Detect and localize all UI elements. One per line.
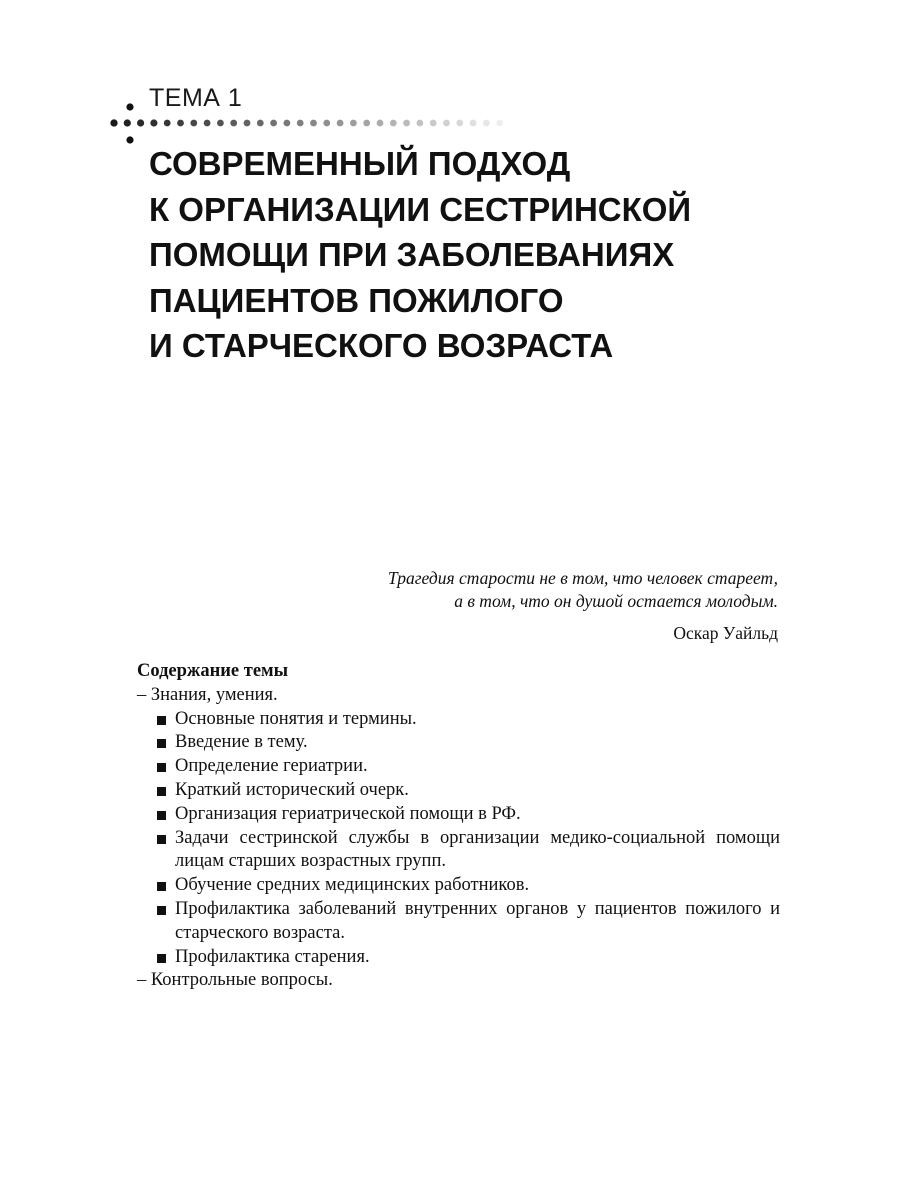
list-item-text: Профилактика заболеваний внутренних органов у пациентов пожилого и старческого возраста.	[175, 898, 780, 943]
list-item-text: Профилактика старения.	[175, 946, 370, 967]
dots-ornament	[0, 0, 900, 150]
chapter-title	[149, 141, 849, 369]
dot	[310, 120, 317, 127]
list-item	[175, 708, 780, 732]
list-item	[175, 755, 780, 779]
dot	[390, 120, 397, 127]
title-line: ПОМОЩИ ПРИ ЗАБОЛЕВАНИЯХ	[149, 236, 675, 273]
contents-heading: Содержание темы	[137, 661, 289, 681]
title-line: СОВРЕМЕННЫЙ ПОДХОД	[149, 145, 571, 182]
list-item	[175, 803, 780, 827]
topic-contents	[137, 660, 780, 993]
dot	[110, 119, 117, 126]
epigraph-author: Оскар Уайльд	[673, 623, 778, 643]
dot	[430, 120, 437, 127]
list-item-text: Основные понятия и термины.	[175, 708, 417, 729]
list-item-text: Обучение средних медицинских работников.	[175, 875, 530, 896]
dot	[363, 120, 370, 127]
list-item	[175, 874, 780, 898]
contents-section-questions: – Контрольные вопросы.	[137, 970, 333, 991]
list-item	[175, 731, 780, 755]
dot	[217, 120, 224, 127]
dot	[124, 119, 131, 126]
list-item-text: Краткий исторический очерк.	[175, 779, 409, 800]
square-bullet-icon	[157, 906, 166, 915]
dot	[483, 120, 490, 127]
list-item-text: Введение в тему.	[175, 732, 308, 753]
square-bullet-icon	[157, 811, 166, 820]
dot	[230, 120, 237, 127]
dot	[244, 120, 251, 127]
square-bullet-icon	[157, 954, 166, 963]
dot	[443, 120, 450, 127]
dot	[417, 120, 424, 127]
dot	[190, 120, 197, 127]
dot	[337, 120, 344, 127]
contents-list	[137, 708, 780, 970]
dot	[456, 120, 463, 127]
dot	[164, 120, 171, 127]
dot	[350, 120, 357, 127]
title-line: ПАЦИЕНТОВ ПОЖИЛОГО	[149, 281, 564, 319]
dot	[284, 120, 291, 127]
dots-row	[110, 119, 503, 126]
epigraph	[388, 567, 778, 645]
topic-label: ТЕМА 1	[149, 84, 243, 112]
list-item	[175, 779, 780, 803]
square-bullet-icon	[157, 739, 166, 748]
dot	[137, 119, 144, 126]
dot	[496, 120, 503, 127]
dot	[377, 120, 384, 127]
square-bullet-icon	[157, 882, 166, 891]
list-item-text: Определение гериатрии.	[175, 756, 368, 777]
list-item	[175, 898, 780, 946]
list-item	[175, 946, 780, 970]
quote-line: Трагедия старости не в том, что человек стареет,	[387, 568, 778, 588]
dot	[323, 120, 330, 127]
square-bullet-icon	[157, 835, 166, 844]
square-bullet-icon	[157, 787, 166, 796]
square-bullet-icon	[157, 716, 166, 725]
square-bullet-icon	[157, 763, 166, 772]
dot	[403, 120, 410, 127]
quote-line: а в том, что он душой остается молодым.	[454, 591, 778, 611]
epigraph-quote	[388, 567, 778, 613]
dot	[270, 120, 277, 127]
dot	[297, 120, 304, 127]
dot	[204, 120, 211, 127]
list-item	[175, 827, 780, 875]
title-line: И СТАРЧЕСКОГО ВОЗРАСТА	[149, 327, 614, 364]
list-item-text: Задачи сестринской службы в организации медико-социальной помощи лицам старших возрастных групп.	[175, 827, 780, 872]
dot	[150, 119, 157, 126]
dot	[257, 120, 264, 127]
dot	[470, 120, 477, 127]
list-item-text: Организация гериатрической помощи в РФ.	[175, 803, 521, 824]
contents-section-knowledge: – Знания, умения.	[137, 684, 278, 705]
title-line: К ОРГАНИЗАЦИИ СЕСТРИНСКОЙ	[149, 190, 692, 228]
dot	[177, 120, 184, 127]
